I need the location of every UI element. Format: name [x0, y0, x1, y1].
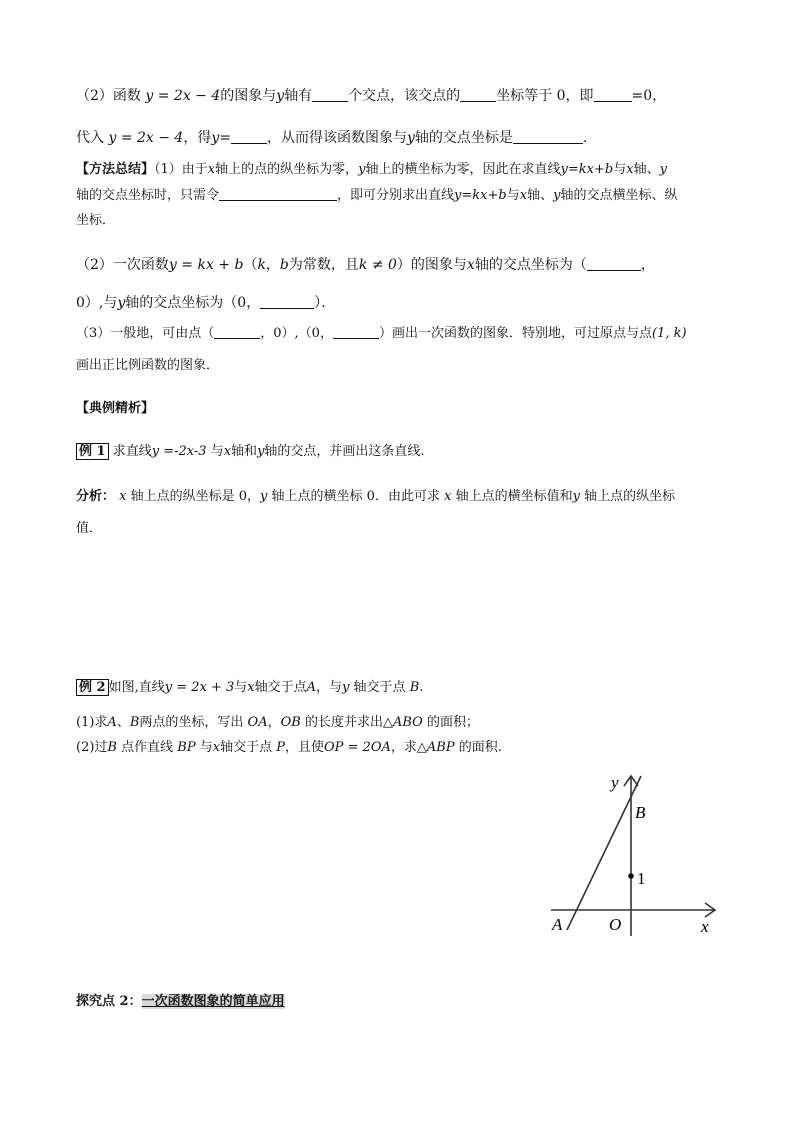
summary-p2-line-2: 0）,与y轴的交点坐标为（0， ）．: [76, 295, 336, 311]
blank[interactable]: [587, 256, 641, 271]
blank[interactable]: [214, 324, 260, 339]
blank[interactable]: [312, 87, 348, 102]
example-2: 例 2 如图,直线y = 2x + 3与x轴交于点A，与y 轴交于点 B.: [76, 678, 423, 698]
example-2-label: 例 2: [76, 679, 109, 696]
math-expr: y = 2x − 4: [145, 88, 221, 104]
blank[interactable]: [513, 129, 583, 144]
blank[interactable]: [333, 324, 379, 339]
example-2-q1: (1)求A、B两点的坐标，写出 OA，OB 的长度并求出△ABO 的面积；: [76, 715, 479, 730]
summary-p3-line-1: （3）一般地，可由点（ ，0）,（0， ）画出一次函数的图象．特别地，可过原点与点(1, k): [76, 326, 687, 341]
func-line-1: （2）函数 y = 2x − 4的图象与y轴有 个交点，该交点的 坐标等于 0，即 =0，: [76, 88, 667, 104]
func-line-2: 代入 y = 2x − 4，得y= ，从而得该函数图象与y轴的交点坐标是 .: [76, 130, 588, 146]
blank[interactable]: [260, 294, 314, 309]
origin-label: O: [609, 915, 622, 934]
blank[interactable]: [231, 129, 267, 144]
point-B-label: B: [635, 803, 646, 822]
example-1: 例 1 求直线y =-2x-3 与x轴和y轴的交点，并画出这条直线.: [76, 442, 425, 462]
summary-line-1: 【方法总结】（1）由于x轴上的点的纵坐标为零，y轴上的横坐标为零，因此在求直线y=kx+b与x轴、y: [76, 162, 667, 177]
example-1-label: 例 1: [76, 443, 109, 460]
summary-line-3: 坐标．: [76, 213, 116, 228]
summary-line-2: 轴的交点坐标时，只需令 ，即可分别求出直线y=kx+b与x轴、y轴的交点横坐标、纵: [76, 188, 678, 203]
line-AB: [567, 776, 641, 930]
blank[interactable]: [594, 87, 632, 102]
summary-p2-line-1: （2）一次函数y = kx + b（k，b为常数，且k ≠ 0）的图象与x轴的交点坐标为（ ，: [76, 257, 655, 273]
y-axis-label: y: [611, 773, 619, 792]
blank[interactable]: [219, 186, 337, 201]
x-axis-label: x: [701, 917, 709, 936]
point-one: [628, 873, 634, 879]
explore-title: 一次函数图象的简单应用: [141, 994, 285, 1009]
summary-title: 【方法总结】: [76, 162, 155, 177]
explore-label: 探究点 2：: [76, 994, 142, 1009]
coordinate-figure: [545, 768, 745, 938]
blank[interactable]: [460, 87, 496, 102]
analysis-line-1: 分析： x 轴上点的纵坐标是 0，y 轴上点的横坐标 0．由此可求 x 轴上点的横坐标值和y 轴上点的纵坐标: [76, 489, 676, 504]
one-label: 1: [637, 869, 646, 888]
summary-p3-line-2: 画出正比例函数的图象．: [76, 358, 220, 373]
analysis-label: 分析：: [76, 489, 116, 504]
example-2-q2: (2)过B 点作直线 BP 与x轴交于点 P，且使OP = 2OA，求△ABP 的面积.: [76, 740, 502, 755]
point-A-label: A: [552, 915, 563, 934]
explore-heading: [76, 992, 285, 1012]
examples-title: 【典例精析】: [76, 401, 155, 416]
analysis-line-2: 值．: [76, 521, 103, 536]
